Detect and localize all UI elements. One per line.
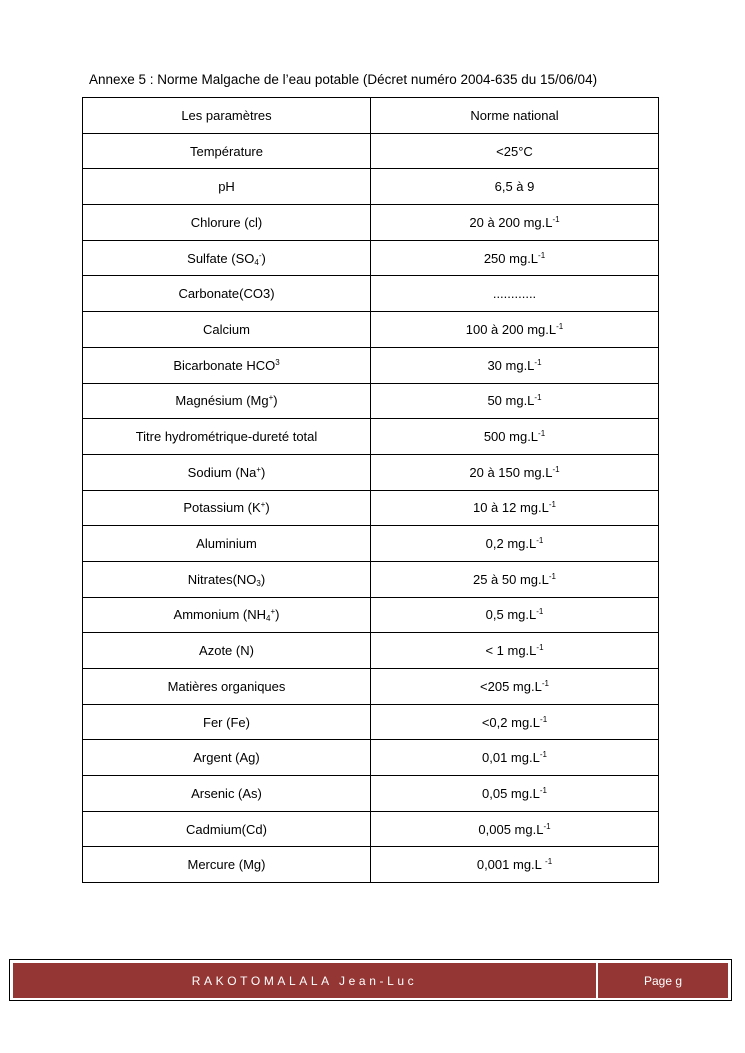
table-row	[83, 169, 659, 205]
water-norms-table	[82, 97, 659, 883]
norm-cell: 30 $mg.L^{-1}$	[371, 347, 659, 383]
table-row	[83, 347, 659, 383]
norm-cell: 50 $mg.L^{-1}$	[371, 383, 659, 419]
parameter-cell: Carbonate(CO3)	[83, 276, 371, 312]
norm-cell: 6,5 à 9	[371, 169, 659, 205]
table-row	[83, 740, 659, 776]
norm-cell: 0,005 $mg.L^{-1}$	[371, 811, 659, 847]
parameter-cell: Mercure (Mg)	[83, 847, 371, 883]
norm-cell: 250 $mg.L^{-1}$	[371, 240, 659, 276]
table-row	[83, 776, 659, 812]
parameter-cell: Température	[83, 133, 371, 169]
parameter-cell: Arsenic (As)	[83, 776, 371, 812]
norm-cell: 25 à 50 $mg.L^{-1}$	[371, 561, 659, 597]
table-row	[83, 240, 659, 276]
norm-cell: 20 à 200 $mg.L^{-1}$	[371, 205, 659, 241]
parameter-cell: Magnésium (Mg+)	[83, 383, 371, 419]
norm-cell: 100 à 200 $mg.L^{-1}$	[371, 312, 659, 348]
table-row	[83, 704, 659, 740]
norm-cell: 20 à 150 $mg.L^{-1}$	[371, 454, 659, 490]
table-row	[83, 847, 659, 883]
norm-cell: 0,01 $mg.L^{-1}$	[371, 740, 659, 776]
norm-cell: <0,2 $mg.L^{-1}$	[371, 704, 659, 740]
norm-cell: 0,001 mg.L $^{-1}$	[371, 847, 659, 883]
parameters-header: Les paramètres	[83, 98, 371, 134]
table-row	[83, 561, 659, 597]
table-row	[83, 383, 659, 419]
parameter-cell: Bicarbonate HCO$^3$	[83, 347, 371, 383]
table-row	[83, 633, 659, 669]
parameter-cell: Ammonium $(NH_4^+)$	[83, 597, 371, 633]
parameter-cell: Matières organiques	[83, 669, 371, 705]
table-row	[83, 454, 659, 490]
table-row	[83, 597, 659, 633]
norm-cell: ............	[371, 276, 659, 312]
parameter-cell: pH	[83, 169, 371, 205]
table-row	[83, 205, 659, 241]
table-row	[83, 490, 659, 526]
norm-cell: <205 $mg.L^{-1}$	[371, 669, 659, 705]
parameter-cell: Chlorure (cl)	[83, 205, 371, 241]
table-row	[83, 312, 659, 348]
parameter-cell: Potassium (K+)	[83, 490, 371, 526]
table-row	[83, 419, 659, 455]
parameter-cell: Argent (Ag)	[83, 740, 371, 776]
table-row	[83, 133, 659, 169]
parameter-cell: Sodium (Na+)	[83, 454, 371, 490]
table-header-row	[83, 98, 659, 134]
table-row	[83, 276, 659, 312]
parameter-cell: Titre hydrométrique-dureté total	[83, 419, 371, 455]
norm-cell: <25°C	[371, 133, 659, 169]
norm-cell: 0,05 $mg.L^{-1}$	[371, 776, 659, 812]
table-row	[83, 669, 659, 705]
norm-cell: 0,2 $mg.L^{-1}$	[371, 526, 659, 562]
parameter-cell: Fer (Fe)	[83, 704, 371, 740]
norm-cell: 500 $mg.L^{-1}$	[371, 419, 659, 455]
norm-cell: < 1 $mg.L^{-1}$	[371, 633, 659, 669]
norm-cell: 10 à 12 $mg.L^{-1}$	[371, 490, 659, 526]
parameter-cell: Calcium	[83, 312, 371, 348]
table-row	[83, 526, 659, 562]
norm-header: Norme national	[371, 98, 659, 134]
annex-caption: Annexe 5 : Norme Malgache de l’eau potable (Décret numéro 2004-635 du 15/06/04)	[89, 72, 598, 87]
parameter-cell: Cadmium(Cd)	[83, 811, 371, 847]
footer-page-number: Page g	[598, 963, 728, 998]
norm-cell: 0,5 $mg.L^{-1}$	[371, 597, 659, 633]
table-row	[83, 811, 659, 847]
parameter-cell: Azote (N)	[83, 633, 371, 669]
footer-author: RAKOTOMALALA Jean-Luc	[13, 963, 596, 998]
parameter-cell: Aluminium	[83, 526, 371, 562]
parameter-cell: $Nitrates(NO_3)$	[83, 561, 371, 597]
parameter-cell: Sulfate $(SO_4^-)$	[83, 240, 371, 276]
